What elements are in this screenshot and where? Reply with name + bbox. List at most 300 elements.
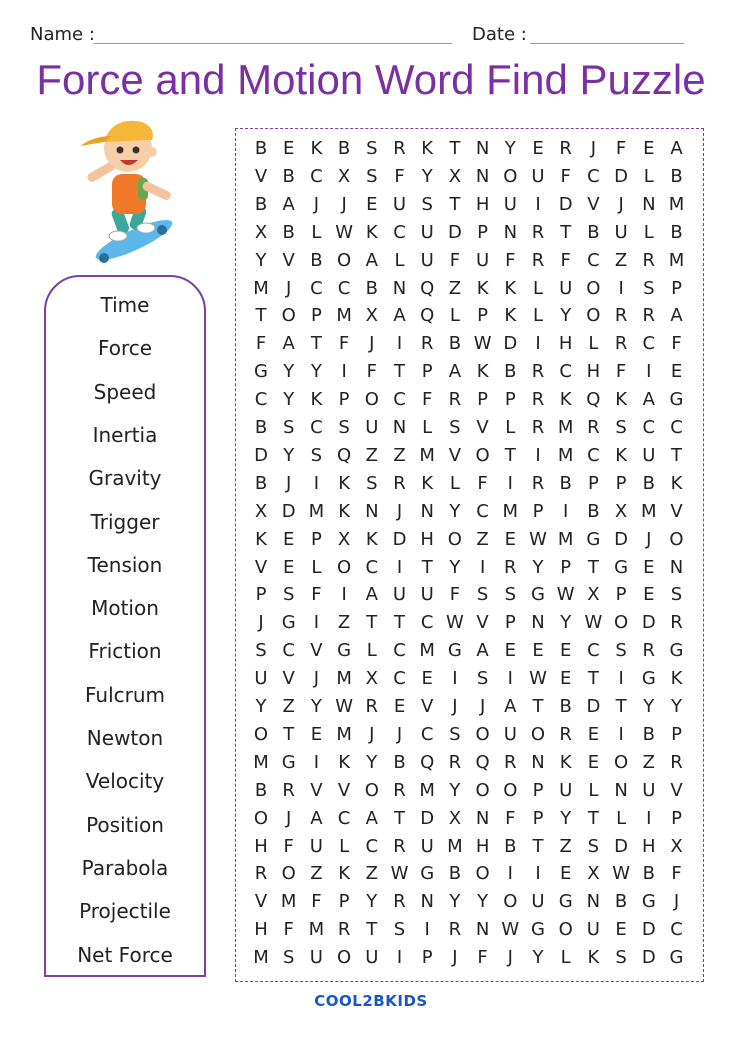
grid-letter[interactable]: R — [642, 249, 656, 271]
grid-letter[interactable]: F — [477, 947, 488, 969]
grid-letter[interactable]: J — [396, 500, 403, 522]
grid-letter[interactable]: U — [365, 947, 379, 969]
grid-letter[interactable]: L — [449, 472, 460, 494]
grid-letter[interactable]: X — [365, 668, 378, 690]
grid-letter[interactable]: H — [558, 333, 573, 355]
grid-letter[interactable]: S — [282, 584, 295, 606]
grid-letter[interactable]: E — [283, 138, 295, 159]
grid-letter[interactable]: E — [421, 668, 433, 690]
grid-letter[interactable]: Y — [449, 500, 461, 522]
grid-letter[interactable]: S — [310, 444, 323, 466]
grid-letter[interactable]: I — [646, 807, 652, 829]
grid-letter[interactable]: R — [337, 919, 351, 941]
grid-letter[interactable]: M — [419, 444, 435, 466]
grid-letter[interactable]: I — [646, 361, 652, 383]
grid-letter[interactable]: S — [282, 947, 295, 969]
grid-letter[interactable]: S — [587, 835, 600, 857]
grid-letter[interactable]: O — [475, 779, 490, 801]
grid-letter[interactable]: V — [310, 779, 323, 801]
grid-letter[interactable]: R — [448, 751, 462, 773]
grid-letter[interactable]: O — [614, 612, 629, 634]
grid-letter[interactable]: K — [476, 277, 489, 299]
grid-letter[interactable]: X — [365, 305, 378, 327]
grid-letter[interactable]: M — [336, 305, 352, 327]
grid-letter[interactable]: J — [286, 807, 292, 829]
grid-letter[interactable]: Y — [560, 305, 572, 327]
grid-letter[interactable]: G — [447, 640, 462, 662]
grid-letter[interactable]: F — [338, 333, 350, 355]
grid-letter[interactable]: Q — [420, 277, 435, 299]
grid-letter[interactable]: Y — [643, 696, 655, 717]
grid-letter[interactable]: J — [479, 696, 486, 717]
grid-letter[interactable]: M — [336, 723, 352, 745]
grid-letter[interactable]: G — [669, 947, 684, 969]
grid-letter[interactable]: A — [448, 361, 462, 383]
grid-letter[interactable]: S — [643, 277, 655, 299]
grid-letter[interactable]: H — [420, 528, 434, 550]
grid-letter[interactable]: F — [671, 863, 682, 885]
grid-letter[interactable]: M — [641, 500, 657, 522]
grid-letter[interactable]: U — [503, 193, 517, 215]
grid-letter[interactable]: O — [503, 779, 518, 801]
grid-letter[interactable]: L — [616, 807, 627, 829]
grid-letter[interactable]: S — [504, 584, 517, 606]
grid-letter[interactable]: R — [559, 138, 572, 159]
grid-letter[interactable]: B — [254, 193, 268, 215]
grid-letter[interactable]: K — [476, 361, 489, 383]
grid-letter[interactable]: B — [670, 165, 683, 187]
grid-letter[interactable]: W — [612, 863, 630, 885]
grid-letter[interactable]: T — [366, 919, 378, 941]
grid-letter[interactable]: A — [282, 193, 295, 215]
grid-letter[interactable]: I — [618, 723, 624, 745]
grid-letter[interactable]: O — [281, 863, 296, 885]
grid-letter[interactable]: B — [254, 138, 268, 159]
grid-letter[interactable]: N — [475, 807, 490, 829]
grid-letter[interactable]: E — [560, 668, 572, 690]
grid-letter[interactable]: H — [475, 193, 490, 215]
grid-letter[interactable]: Q — [475, 751, 490, 773]
grid-letter[interactable]: C — [587, 640, 600, 662]
grid-letter[interactable]: W — [529, 668, 547, 690]
grid-letter[interactable]: G — [669, 389, 684, 411]
grid-letter[interactable]: S — [670, 584, 683, 606]
grid-letter[interactable]: F — [255, 333, 267, 355]
grid-letter[interactable]: T — [532, 835, 544, 857]
grid-letter[interactable]: Y — [283, 361, 295, 383]
grid-letter[interactable]: I — [507, 668, 513, 690]
grid-letter[interactable]: D — [392, 528, 407, 550]
grid-letter[interactable]: E — [643, 138, 655, 159]
grid-letter[interactable]: L — [560, 947, 571, 969]
grid-letter[interactable]: T — [504, 444, 516, 466]
grid-letter[interactable]: R — [448, 919, 462, 941]
grid-letter[interactable]: R — [504, 751, 517, 773]
grid-letter[interactable]: R — [254, 863, 268, 885]
grid-letter[interactable]: A — [365, 584, 378, 606]
grid-letter[interactable]: N — [475, 165, 490, 187]
grid-letter[interactable]: T — [421, 556, 433, 578]
grid-letter[interactable]: F — [560, 249, 571, 271]
grid-letter[interactable]: P — [338, 891, 350, 913]
grid-letter[interactable]: P — [532, 807, 544, 829]
grid-letter[interactable]: O — [364, 389, 379, 411]
grid-letter[interactable]: I — [452, 668, 458, 690]
grid-letter[interactable]: K — [559, 751, 572, 773]
grid-letter[interactable]: T — [394, 361, 405, 383]
grid-letter[interactable]: L — [366, 640, 377, 662]
grid-letter[interactable]: A — [504, 696, 517, 717]
grid-letter[interactable]: Z — [365, 863, 378, 885]
grid-letter[interactable]: N — [475, 138, 490, 159]
grid-letter[interactable]: M — [253, 947, 269, 969]
grid-letter[interactable]: G — [614, 556, 629, 578]
grid-letter[interactable]: E — [670, 361, 683, 383]
grid-letter[interactable]: O — [503, 165, 518, 187]
grid-letter[interactable]: J — [369, 723, 375, 745]
grid-letter[interactable]: O — [475, 863, 490, 885]
grid-letter[interactable]: F — [283, 835, 294, 857]
grid-letter[interactable]: R — [448, 389, 462, 411]
grid-letter[interactable]: R — [393, 138, 406, 159]
grid-letter[interactable]: G — [669, 640, 684, 662]
grid-letter[interactable]: K — [504, 305, 517, 327]
grid-letter[interactable]: G — [531, 584, 545, 606]
grid-letter[interactable]: W — [335, 696, 353, 717]
grid-letter[interactable]: X — [448, 165, 462, 187]
grid-letter[interactable]: D — [586, 696, 601, 717]
grid-letter[interactable]: Z — [642, 751, 655, 773]
grid-letter[interactable]: J — [646, 528, 652, 550]
grid-letter[interactable]: K — [338, 500, 350, 522]
grid-letter[interactable]: H — [254, 835, 268, 857]
grid-letter[interactable]: G — [281, 751, 296, 773]
grid-letter[interactable]: J — [673, 891, 680, 913]
grid-letter[interactable]: A — [282, 333, 295, 355]
grid-letter[interactable]: K — [504, 277, 517, 299]
grid-letter[interactable]: L — [588, 333, 599, 355]
grid-letter[interactable]: Z — [393, 444, 406, 466]
grid-letter[interactable]: O — [558, 919, 573, 941]
grid-letter[interactable]: R — [614, 333, 628, 355]
grid-letter[interactable]: D — [614, 528, 629, 550]
grid-letter[interactable]: Y — [366, 751, 378, 773]
grid-letter[interactable]: I — [341, 361, 347, 383]
grid-letter[interactable]: O — [503, 891, 518, 913]
grid-letter[interactable]: S — [615, 947, 627, 969]
grid-letter[interactable]: N — [420, 500, 434, 522]
grid-letter[interactable]: V — [670, 779, 683, 801]
grid-letter[interactable]: O — [586, 305, 601, 327]
grid-letter[interactable]: K — [421, 138, 434, 159]
grid-letter[interactable]: G — [641, 668, 656, 690]
grid-letter[interactable]: C — [420, 612, 434, 634]
grid-letter[interactable]: Q — [420, 305, 435, 327]
grid-letter[interactable]: C — [254, 389, 268, 411]
grid-letter[interactable]: Y — [449, 779, 461, 801]
grid-letter[interactable]: A — [365, 249, 378, 271]
grid-letter[interactable]: U — [559, 277, 573, 299]
grid-letter[interactable]: U — [392, 193, 407, 215]
grid-letter[interactable]: M — [308, 500, 325, 522]
grid-letter[interactable]: I — [618, 668, 624, 690]
grid-letter[interactable]: U — [614, 221, 628, 243]
grid-letter[interactable]: O — [337, 249, 352, 271]
grid-letter[interactable]: V — [282, 249, 295, 271]
grid-letter[interactable]: W — [335, 221, 353, 243]
grid-letter[interactable]: J — [286, 472, 292, 494]
grid-letter[interactable]: U — [476, 249, 490, 271]
grid-letter[interactable]: N — [365, 500, 379, 522]
grid-letter[interactable]: X — [254, 500, 268, 522]
grid-letter[interactable]: J — [396, 723, 403, 745]
grid-letter[interactable]: J — [341, 193, 347, 215]
grid-letter[interactable]: O — [586, 277, 601, 299]
grid-letter[interactable]: I — [618, 277, 624, 299]
grid-letter[interactable]: U — [420, 221, 434, 243]
grid-letter[interactable]: R — [531, 221, 545, 243]
grid-letter[interactable]: X — [587, 863, 600, 885]
grid-letter[interactable]: Y — [532, 947, 544, 969]
grid-letter[interactable]: K — [559, 389, 572, 411]
grid-letter[interactable]: F — [394, 165, 405, 187]
grid-letter[interactable]: F — [505, 807, 516, 829]
grid-letter[interactable]: U — [392, 584, 407, 606]
grid-letter[interactable]: Y — [504, 138, 516, 159]
grid-letter[interactable]: G — [254, 361, 268, 383]
grid-letter[interactable]: C — [310, 417, 323, 438]
grid-letter[interactable]: T — [283, 723, 295, 745]
grid-letter[interactable]: P — [671, 807, 682, 829]
grid-letter[interactable]: O — [530, 723, 546, 745]
grid-letter[interactable]: C — [393, 668, 406, 690]
grid-letter[interactable]: O — [253, 723, 269, 745]
grid-letter[interactable]: V — [310, 640, 323, 662]
grid-letter[interactable]: Y — [560, 612, 572, 634]
grid-letter[interactable]: D — [254, 444, 268, 466]
grid-letter[interactable]: H — [586, 361, 601, 383]
grid-letter[interactable]: U — [420, 249, 434, 271]
grid-letter[interactable]: B — [282, 165, 295, 187]
grid-letter[interactable]: D — [420, 807, 435, 829]
grid-letter[interactable]: C — [393, 221, 406, 243]
grid-letter[interactable]: R — [504, 556, 517, 578]
grid-letter[interactable]: F — [311, 584, 322, 606]
grid-letter[interactable]: R — [393, 835, 406, 857]
grid-letter[interactable]: Z — [614, 249, 628, 271]
grid-letter[interactable]: D — [641, 612, 656, 634]
grid-letter[interactable]: O — [337, 556, 352, 578]
grid-letter[interactable]: M — [557, 528, 574, 550]
grid-letter[interactable]: Q — [337, 444, 352, 466]
grid-letter[interactable]: Z — [365, 444, 378, 466]
grid-letter[interactable]: R — [670, 751, 683, 773]
grid-letter[interactable]: K — [670, 668, 683, 690]
grid-letter[interactable]: R — [559, 723, 572, 745]
grid-letter[interactable]: M — [336, 668, 352, 690]
grid-letter[interactable]: Y — [310, 361, 322, 383]
grid-letter[interactable]: D — [558, 193, 573, 215]
grid-letter[interactable]: P — [532, 779, 544, 801]
grid-letter[interactable]: C — [365, 835, 379, 857]
grid-letter[interactable]: M — [557, 444, 574, 466]
grid-letter[interactable]: C — [337, 807, 351, 829]
grid-letter[interactable]: Z — [282, 696, 295, 717]
grid-letter[interactable]: I — [396, 333, 403, 355]
grid-letter[interactable]: X — [614, 500, 628, 522]
grid-letter[interactable]: B — [642, 723, 655, 745]
grid-letter[interactable]: E — [532, 138, 544, 159]
grid-letter[interactable]: Y — [283, 389, 295, 411]
grid-letter[interactable]: V — [254, 556, 268, 578]
grid-letter[interactable]: W — [473, 333, 492, 355]
grid-letter[interactable]: S — [282, 417, 295, 438]
grid-letter[interactable]: A — [365, 807, 378, 829]
grid-letter[interactable]: D — [641, 919, 656, 941]
grid-letter[interactable]: A — [670, 305, 683, 327]
grid-letter[interactable]: C — [282, 640, 295, 662]
grid-letter[interactable]: S — [476, 584, 489, 606]
grid-letter[interactable]: L — [339, 835, 350, 857]
grid-letter[interactable]: Y — [532, 556, 544, 578]
grid-letter[interactable]: O — [614, 751, 629, 773]
grid-letter[interactable]: T — [560, 221, 572, 243]
grid-letter[interactable]: W — [584, 612, 603, 634]
grid-letter[interactable]: M — [557, 417, 574, 438]
grid-letter[interactable]: O — [475, 444, 490, 466]
grid-letter[interactable]: I — [479, 556, 486, 578]
grid-letter[interactable]: T — [394, 612, 405, 634]
grid-letter[interactable]: O — [447, 528, 462, 550]
grid-letter[interactable]: X — [587, 584, 600, 606]
grid-letter[interactable]: T — [587, 556, 599, 578]
grid-letter[interactable]: P — [477, 305, 489, 327]
grid-letter[interactable]: N — [531, 612, 545, 634]
grid-letter[interactable]: P — [615, 472, 627, 494]
grid-letter[interactable]: K — [310, 389, 323, 411]
grid-letter[interactable]: B — [642, 472, 655, 494]
grid-letter[interactable]: P — [421, 361, 433, 383]
grid-letter[interactable]: L — [532, 277, 544, 299]
grid-letter[interactable]: G — [531, 919, 545, 941]
grid-letter[interactable]: U — [420, 584, 434, 606]
grid-letter[interactable]: U — [642, 779, 656, 801]
grid-letter[interactable]: K — [365, 528, 378, 550]
grid-letter[interactable]: C — [559, 361, 572, 383]
grid-letter[interactable]: I — [341, 584, 347, 606]
grid-letter[interactable]: I — [313, 472, 320, 494]
grid-letter[interactable]: N — [614, 779, 628, 801]
grid-letter[interactable]: N — [475, 919, 490, 941]
grid-letter[interactable]: M — [668, 249, 685, 271]
grid-letter[interactable]: I — [313, 751, 320, 773]
grid-letter[interactable]: Y — [477, 891, 489, 913]
grid-letter[interactable]: E — [366, 193, 378, 215]
grid-letter[interactable]: E — [643, 556, 655, 578]
grid-letter[interactable]: U — [531, 165, 545, 187]
grid-letter[interactable]: B — [448, 863, 462, 885]
grid-letter[interactable]: R — [531, 417, 545, 438]
grid-letter[interactable]: K — [338, 472, 350, 494]
grid-letter[interactable]: I — [535, 333, 541, 355]
grid-letter[interactable]: U — [559, 779, 573, 801]
grid-letter[interactable]: S — [338, 417, 350, 438]
grid-letter[interactable]: F — [283, 919, 294, 941]
grid-letter[interactable]: O — [669, 528, 684, 550]
grid-letter[interactable]: J — [590, 138, 597, 159]
grid-letter[interactable]: B — [393, 751, 406, 773]
grid-letter[interactable]: R — [614, 305, 628, 327]
grid-letter[interactable]: L — [422, 417, 433, 438]
grid-letter[interactable]: V — [448, 444, 462, 466]
grid-letter[interactable]: S — [366, 165, 378, 187]
grid-letter[interactable]: Y — [421, 165, 433, 187]
grid-letter[interactable]: Y — [449, 556, 461, 578]
grid-letter[interactable]: B — [337, 138, 351, 159]
grid-letter[interactable]: O — [475, 723, 490, 745]
grid-letter[interactable]: T — [587, 668, 599, 690]
grid-letter[interactable]: N — [392, 417, 407, 438]
grid-letter[interactable]: B — [310, 249, 323, 271]
grid-letter[interactable]: B — [670, 221, 683, 243]
grid-letter[interactable]: F — [449, 249, 461, 271]
grid-letter[interactable]: E — [643, 584, 655, 606]
grid-letter[interactable]: S — [615, 640, 627, 662]
grid-letter[interactable]: F — [615, 361, 627, 383]
grid-letter[interactable]: X — [670, 835, 683, 857]
grid-letter[interactable]: M — [668, 193, 685, 215]
grid-letter[interactable]: G — [641, 891, 656, 913]
grid-letter[interactable]: J — [286, 277, 292, 299]
grid-letter[interactable]: E — [587, 751, 600, 773]
grid-letter[interactable]: E — [560, 640, 572, 662]
grid-letter[interactable]: P — [310, 528, 322, 550]
grid-letter[interactable]: X — [254, 221, 268, 243]
grid-letter[interactable]: N — [531, 751, 545, 773]
grid-letter[interactable]: K — [587, 947, 600, 969]
grid-letter[interactable]: S — [366, 138, 378, 159]
grid-letter[interactable]: D — [641, 947, 656, 969]
grid-letter[interactable]: N — [642, 193, 656, 215]
grid-letter[interactable]: Y — [255, 696, 267, 717]
grid-letter[interactable]: U — [309, 835, 323, 857]
grid-letter[interactable]: J — [452, 947, 458, 969]
grid-letter[interactable]: A — [476, 640, 489, 662]
grid-letter[interactable]: B — [559, 696, 572, 717]
grid-letter[interactable]: P — [615, 584, 627, 606]
grid-letter[interactable]: Y — [283, 444, 295, 466]
grid-letter[interactable]: J — [618, 193, 624, 215]
grid-letter[interactable]: O — [253, 807, 269, 829]
grid-letter[interactable]: B — [254, 472, 268, 494]
grid-letter[interactable]: C — [420, 723, 434, 745]
grid-letter[interactable]: M — [419, 779, 435, 801]
grid-letter[interactable]: R — [393, 891, 406, 913]
grid-letter[interactable]: P — [504, 612, 516, 634]
grid-letter[interactable]: A — [670, 138, 683, 159]
grid-letter[interactable]: E — [532, 640, 544, 662]
grid-letter[interactable]: B — [587, 221, 600, 243]
grid-letter[interactable]: Q — [586, 389, 601, 411]
grid-letter[interactable]: E — [560, 863, 572, 885]
grid-letter[interactable]: I — [563, 500, 569, 522]
grid-letter[interactable]: G — [281, 612, 296, 634]
grid-letter[interactable]: Y — [671, 696, 682, 717]
grid-letter[interactable]: E — [283, 556, 295, 578]
grid-letter[interactable]: P — [671, 723, 682, 745]
grid-letter[interactable]: V — [282, 668, 295, 690]
grid-letter[interactable]: U — [531, 891, 545, 913]
